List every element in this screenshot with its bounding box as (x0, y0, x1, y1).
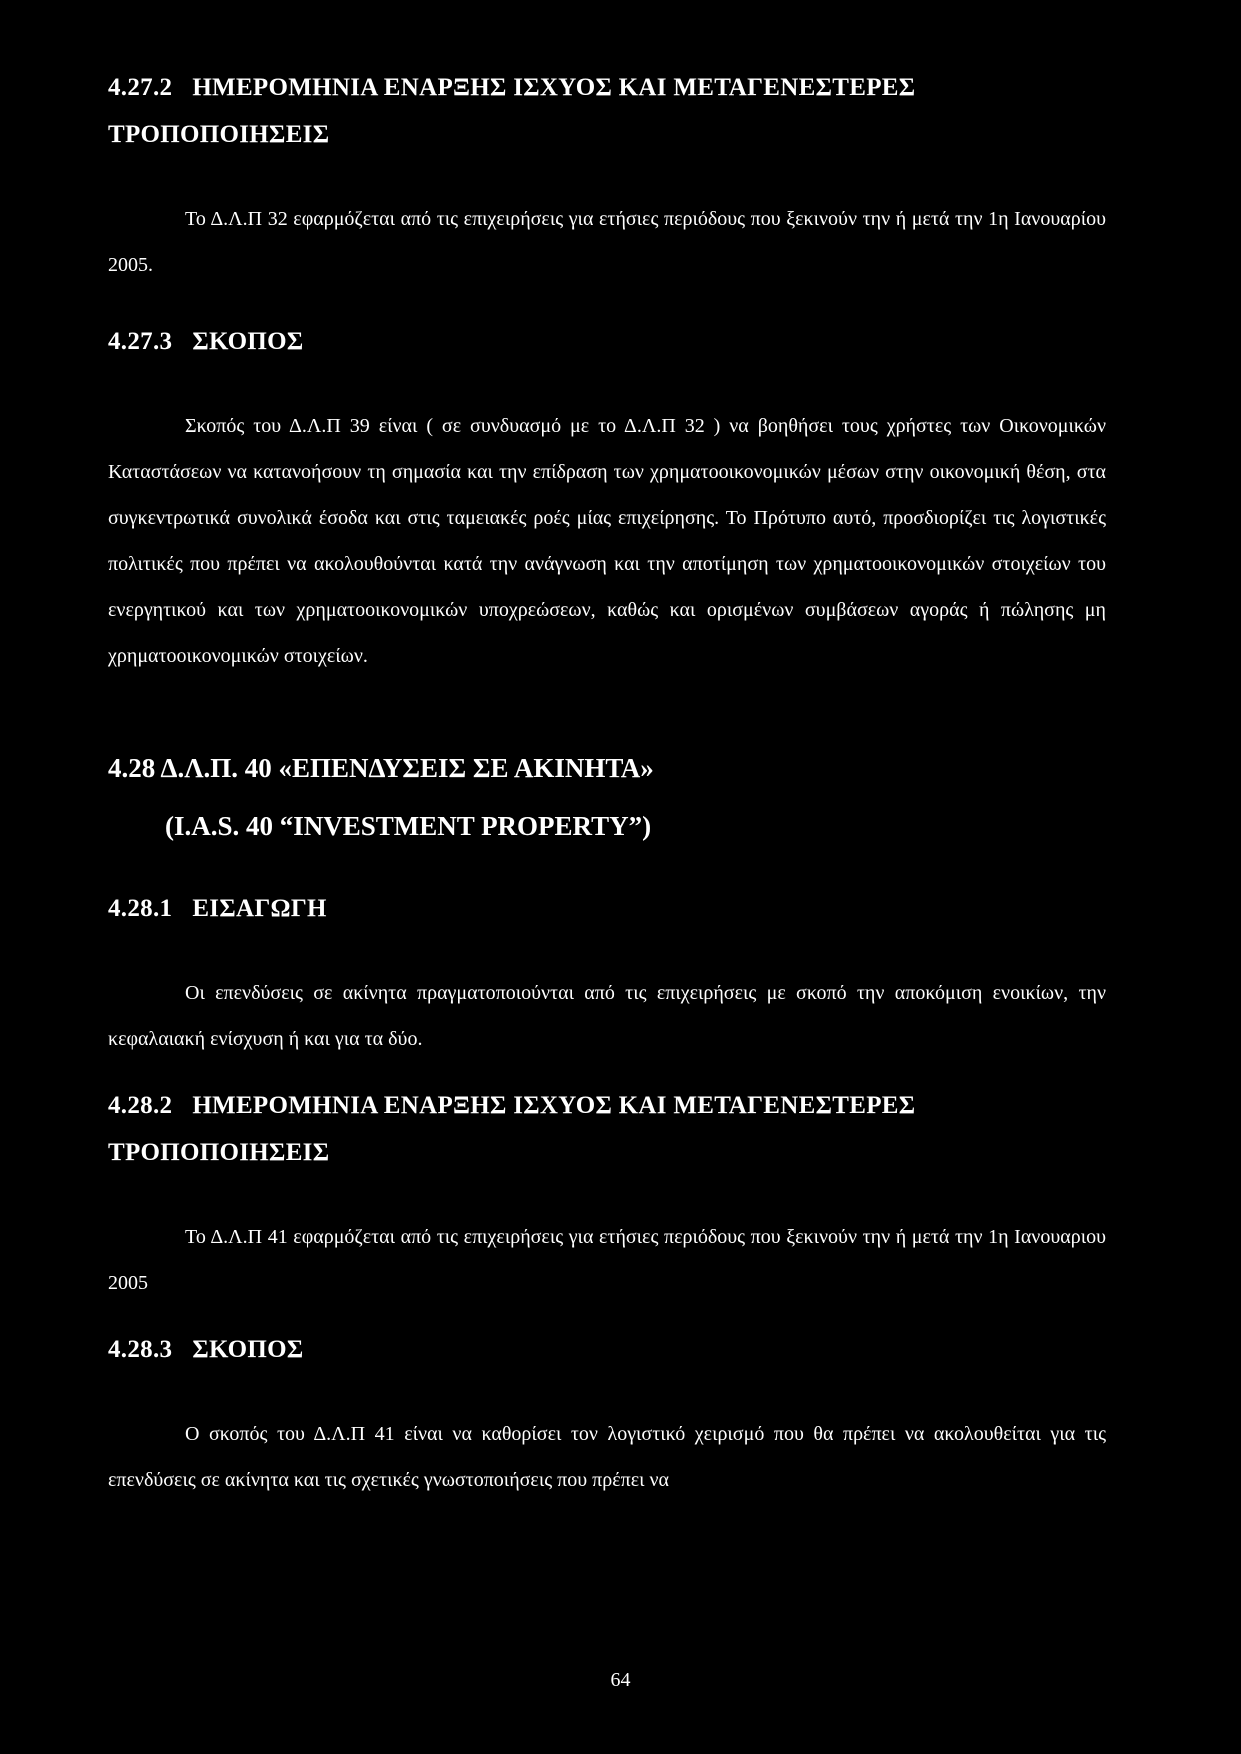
section-title: ΣΚΟΠΟΣ (192, 1336, 304, 1363)
section-title: ΣΚΟΠΟΣ (192, 328, 304, 355)
section-heading-4-28-2 (108, 1082, 1106, 1129)
chapter-title-4-28: 4.28 Δ.Λ.Π. 40 «ΕΠΕΝΔΥΣΕΙΣ ΣΕ ΑΚΙΝΗΤΑ» (108, 753, 654, 783)
section-title-line2: ΤΡΟΠΟΠΟΙΗΣΕΙΣ (108, 121, 330, 148)
paragraph-4-28-1: Οι επενδύσεις σε ακίνητα πραγματοποιούνται από τις επιχειρήσεις με σκοπό την αποκόμιση ενοικίων, την κεφαλαιακή ενίσχυση ή και για τα δύο. (108, 982, 1106, 1050)
paragraph-4-27-2: Το Δ.Λ.Π 32 εφαρμόζεται από τις επιχειρήσεις για ετήσιες περιόδους που ξεκινούν την ή μετά την 1η Ιανουαρίου 2005. (108, 208, 1106, 276)
paragraph-4-27-3: Σκοπός του Δ.Λ.Π 39 είναι ( σε συνδυασμό με το Δ.Λ.Π 32 ) να βοηθήσει τους χρήστες των Οικονομικών Καταστάσεων να κατανοήσουν τη σημασία και την επίδραση των χρηματοοικονομικών μέσων στην οικονομική θέση, στα συγκεντρωτικά συνολικά έσοδα και στις ταμειακές ροές μίας επιχείρησης. Το Πρότυπο αυτό, προσδιορίζει τις λογιστικές πολιτικές που πρέπει να ακολουθούνται κατά την ανάγνωση και την αποτίμηση των χρηματοοικονομικών στοιχείων του ενεργητικού και των χρηματοοικονομικών υποχρεώσεων, καθώς και ορισμένων συμβάσεων αγοράς ή πώλησης μη χρηματοοικονομικών στοιχείων. (108, 415, 1106, 667)
section-heading-4-28-3 (108, 1326, 1106, 1373)
section-title-line1: ΗΜΕΡΟΜΗΝΙΑ ΕΝΑΡΞΗΣ ΙΣΧΥΟΣ ΚΑΙ ΜΕΤΑΓΕΝΕΣΤΕΡΕΣ (192, 1092, 916, 1119)
section-heading-4-27-2-cont (108, 111, 1106, 158)
section-number: 4.28.2 (108, 1092, 173, 1119)
section-title-line1: ΗΜΕΡΟΜΗΝΙΑ ΕΝΑΡΞΗΣ ΙΣΧΥΟΣ ΚΑΙ ΜΕΤΑΓΕΝΕΣΤΕΡΕΣ (192, 74, 916, 101)
page-number: 64 (610, 1669, 631, 1691)
chapter-subtitle-ias-40: (I.A.S. 40 “INVESTMENT PROPERTY”) (165, 811, 652, 841)
section-heading-4-27-3 (108, 318, 1106, 365)
section-number: 4.27.2 (108, 74, 173, 101)
section-heading-4-27-2 (108, 64, 1106, 111)
section-heading-4-28-1 (108, 885, 1106, 932)
paragraph-4-28-3: Ο σκοπός του Δ.Λ.Π 41 είναι να καθορίσει τον λογιστικό χειρισμό που θα πρέπει να ακολουθείται για τις επενδύσεις σε ακίνητα και τις σχετικές γνωστοποιήσεις που πρέπει να (108, 1423, 1106, 1491)
section-heading-4-28-2-cont (108, 1129, 1106, 1176)
section-number: 4.28.1 (108, 895, 173, 922)
section-number: 4.28.3 (108, 1336, 173, 1363)
section-title-line2: ΤΡΟΠΟΠΟΙΗΣΕΙΣ (108, 1139, 330, 1166)
paragraph-4-28-2: Το Δ.Λ.Π 41 εφαρμόζεται από τις επιχειρήσεις για ετήσιες περιόδους που ξεκινούν την ή μετά την 1η Ιανουαριου 2005 (108, 1226, 1106, 1294)
section-title: ΕΙΣΑΓΩΓΗ (192, 895, 327, 922)
section-number: 4.27.3 (108, 328, 173, 355)
